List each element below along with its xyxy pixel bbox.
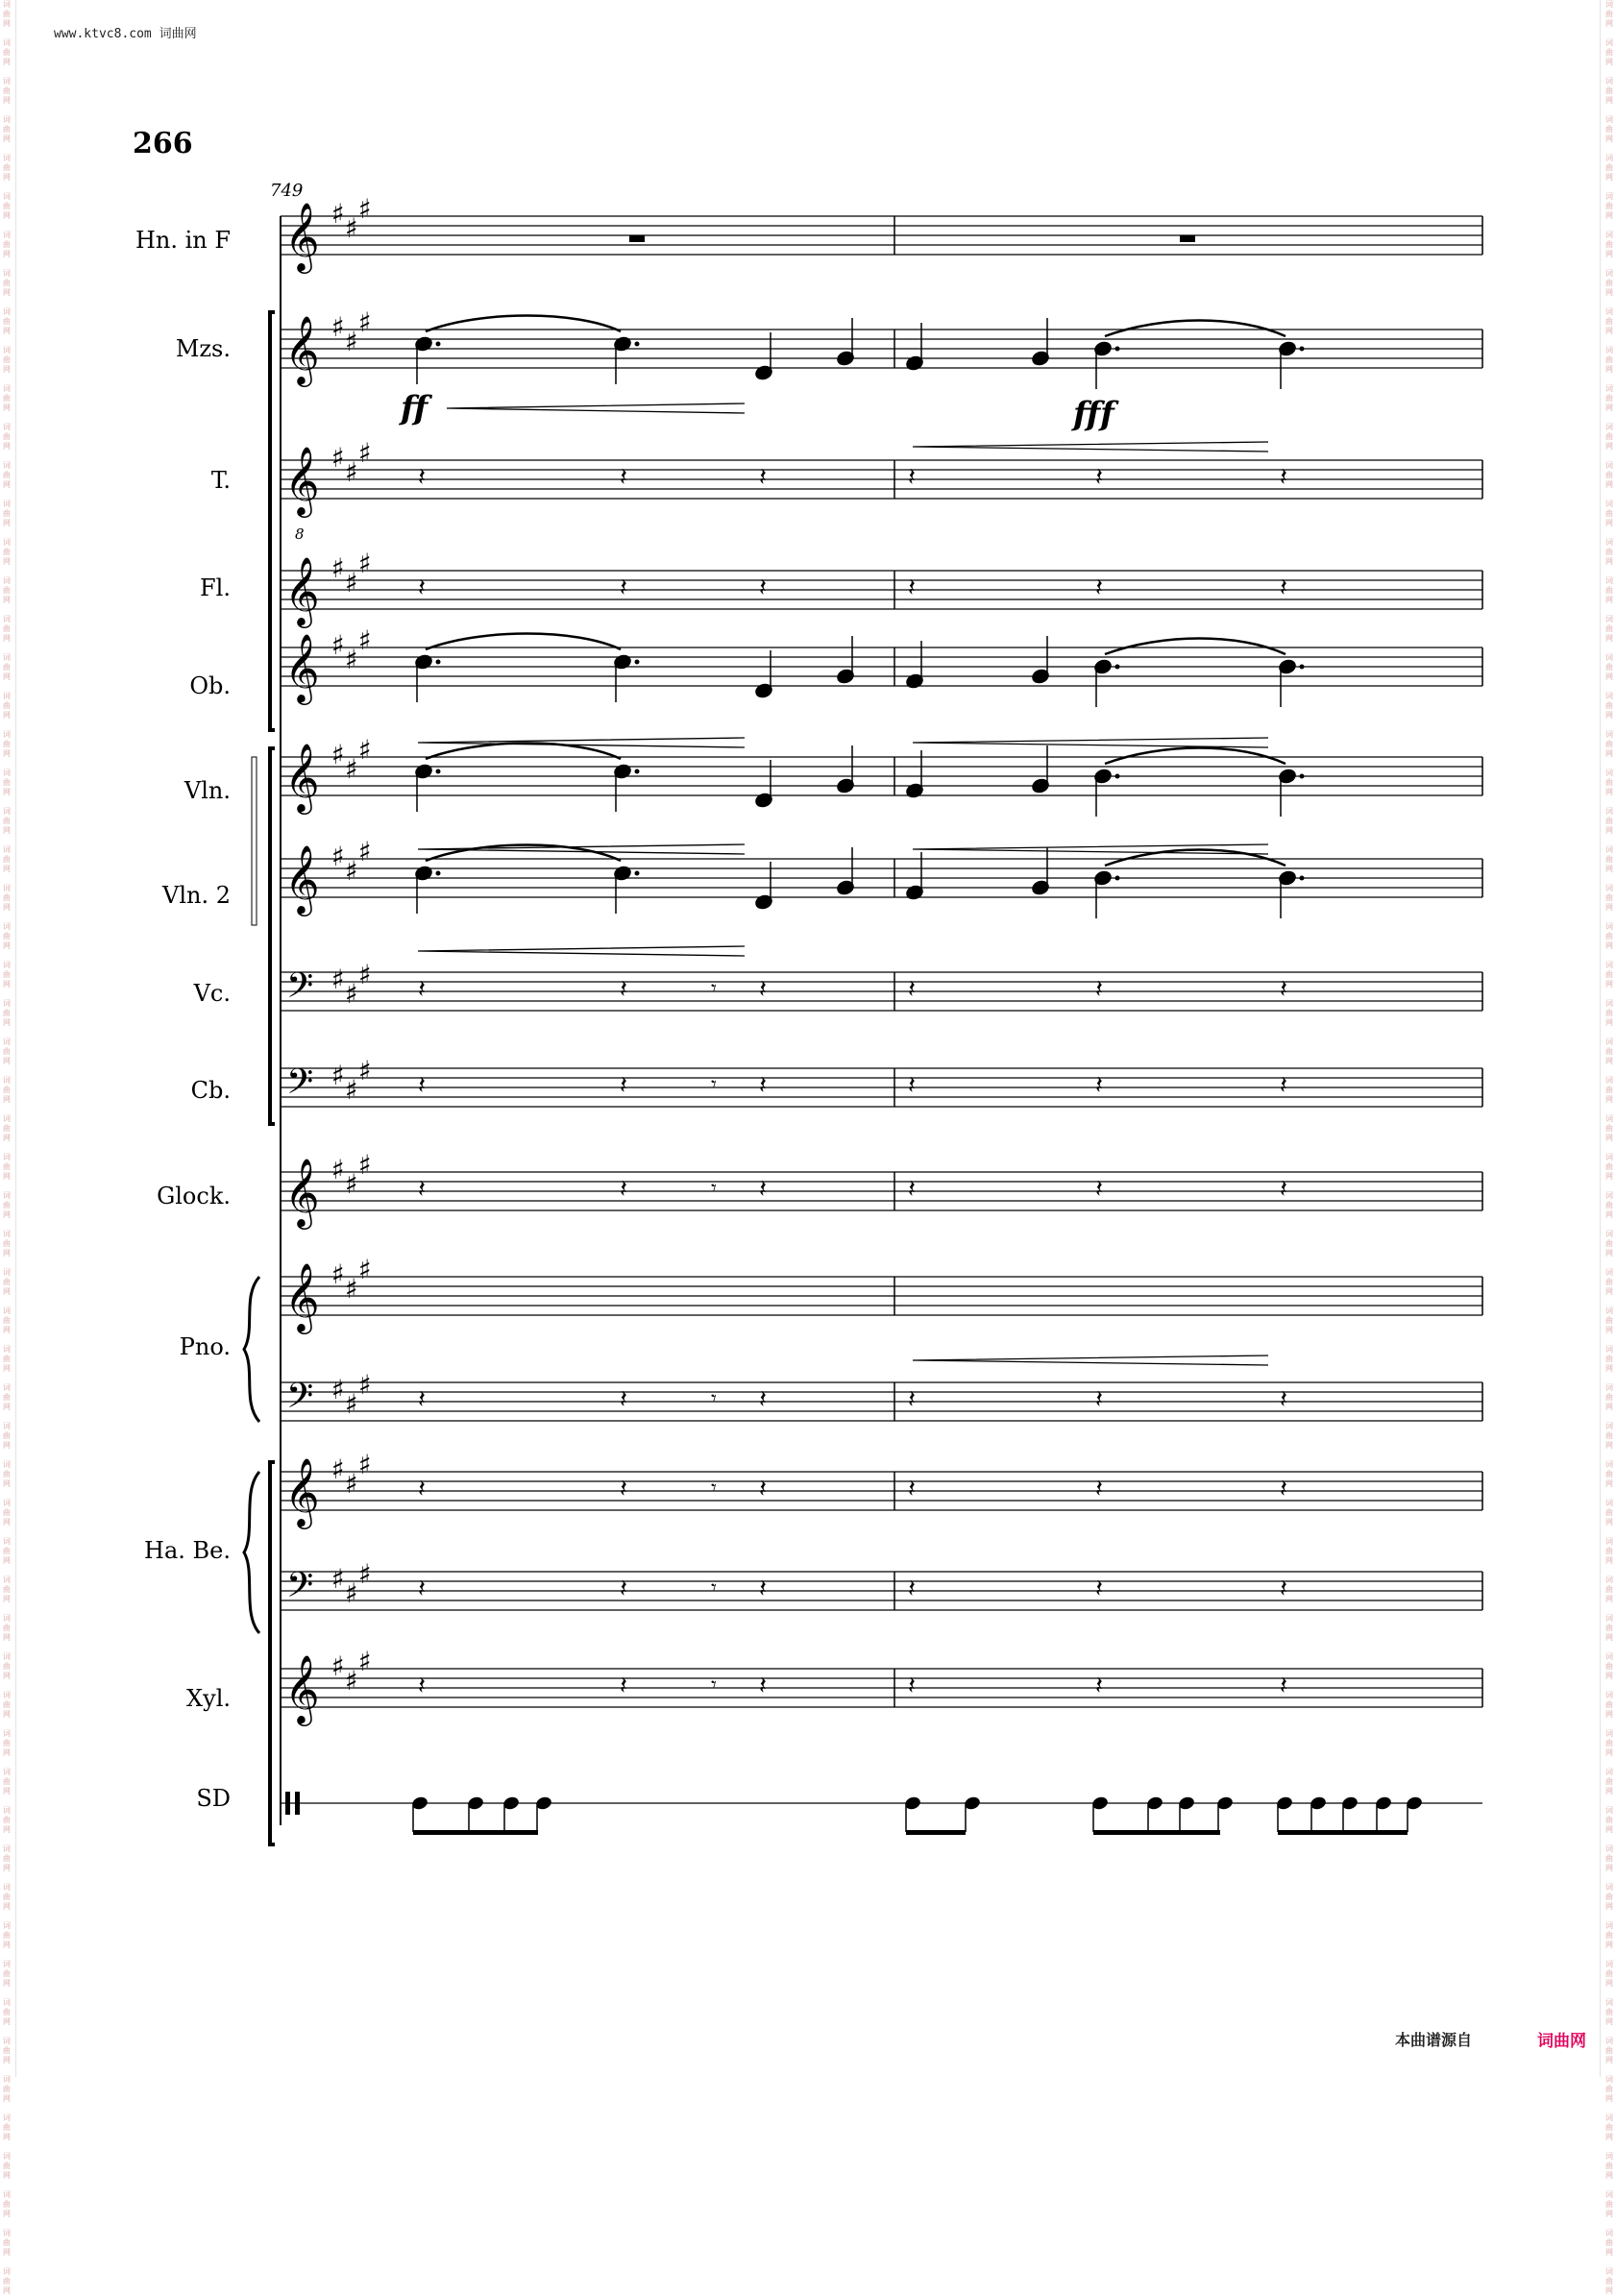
- bass-clef-icon: 𝄢: [286, 1376, 314, 1425]
- instrument-label: Vln. 2: [162, 882, 231, 909]
- treble-clef-icon: 𝄞: [284, 445, 320, 515]
- whole-rest-icon: [629, 235, 645, 242]
- quarter-rest-icon: 𝄽: [1280, 1385, 1287, 1414]
- quarter-rest-icon: 𝄽: [908, 1575, 916, 1603]
- sharp-icon: ♯: [331, 1453, 345, 1485]
- instrument-label: Fl.: [200, 574, 231, 601]
- quarter-rest-icon: 𝄽: [908, 463, 916, 492]
- quarter-rest-icon: 𝄽: [908, 1672, 916, 1700]
- sharp-icon: ♯: [358, 193, 372, 225]
- crescendo-hairpin: [913, 738, 1268, 747]
- treble-clef-icon: 𝄞: [284, 843, 320, 914]
- bass-clef-icon: 𝄢: [286, 1565, 314, 1614]
- quarter-rest-icon: 𝄽: [1280, 1071, 1287, 1100]
- instrument-label: Vc.: [193, 980, 231, 1007]
- sharp-icon: ♯: [331, 964, 345, 995]
- eighth-rest-icon: 𝄾: [711, 1387, 717, 1411]
- sharp-icon: ♯: [331, 1650, 345, 1682]
- staff-contrabass: [281, 1055, 1482, 1111]
- dot: [1115, 876, 1120, 881]
- sharp-icon: ♯: [358, 548, 372, 579]
- dot: [436, 769, 441, 774]
- whole-rest-icon: [1180, 235, 1195, 242]
- melody-oboe: [414, 634, 1304, 708]
- quarter-rest-icon: 𝄽: [1095, 1475, 1103, 1503]
- sharp-icon: ♯: [345, 978, 358, 1010]
- melody-mezzo: [414, 316, 1304, 390]
- crescendo-hairpin: [913, 1356, 1268, 1365]
- sharp-icon: ♯: [331, 739, 345, 770]
- sharp-icon: ♯: [358, 1449, 372, 1480]
- eighth-rest-icon: 𝄾: [711, 977, 717, 1001]
- snare-rhythm: [410, 1795, 1423, 1835]
- sharp-icon: ♯: [331, 198, 345, 230]
- quarter-rest-icon: 𝄽: [1280, 1672, 1287, 1700]
- eighth-rest-icon: 𝄾: [711, 1576, 717, 1600]
- staff-handbells_upper: [281, 1449, 1482, 1529]
- sharp-icon: ♯: [358, 836, 372, 867]
- quarter-rest-icon: 𝄽: [908, 1071, 916, 1100]
- quarter-rest-icon: 𝄽: [759, 1575, 767, 1603]
- quarter-rest-icon: 𝄽: [620, 1071, 627, 1100]
- eighth-rest-icon: 𝄾: [711, 1177, 717, 1201]
- sharp-icon: ♯: [331, 552, 345, 584]
- melody-violin1: [414, 744, 1304, 818]
- treble-clef-icon: 𝄞: [284, 201, 320, 271]
- quarter-rest-icon: 𝄽: [620, 1575, 627, 1603]
- staff-xylophone: [281, 1646, 1482, 1726]
- sharp-icon: ♯: [331, 311, 345, 343]
- right-watermark-strip: 词 曲 网 词 曲 网 词 曲 网 词 曲 网 词 曲 网 词 曲 网 词 曲 网 词 曲 网 词 曲 网 词 曲 网 词 曲 网 词 曲 网 词 曲 网 词 曲 网 词 曲 网 词 曲 网 词 曲 网 词 曲 网 词 曲 网 词 曲 网 词 曲 网 词 曲 网 词 曲 网 词 曲 网 词 曲 网 词 曲 网 词 曲 网 词 曲 网 词 曲 网 词 曲 网 词 曲 网 词 曲 网 词 曲 网 词 曲 网 词 曲 网 词 曲 网 词 曲 网 词 曲 网 词 曲 网 词 曲 网 词 曲 网 词 曲 网 词 曲 网 词 曲 网 词 曲 网 词 曲 网 词 曲 网 词 曲 网 词 曲 网 词 曲 网 词 曲 网 词 曲 网 词 曲 网 词 曲 网 词 曲 网 词 曲 网 词 曲 网 词 曲 网 词 曲 网 词 曲 网: [1605, 0, 1613, 2295]
- quarter-rest-icon: 𝄽: [908, 975, 916, 1004]
- tie: [1105, 321, 1285, 337]
- sharp-icon: ♯: [331, 1563, 345, 1595]
- sharp-icon: ♯: [331, 1374, 345, 1405]
- quarter-rest-icon: 𝄽: [1095, 574, 1103, 602]
- quarter-rest-icon: 𝄽: [759, 1175, 767, 1204]
- dot: [1300, 876, 1305, 881]
- measure-number: 749: [270, 181, 304, 201]
- quarter-rest-icon: 𝄽: [620, 1385, 627, 1414]
- beam: [413, 1830, 538, 1835]
- instrument-label: Vln.: [184, 777, 231, 804]
- sharp-icon: ♯: [345, 1168, 358, 1200]
- sharp-icon: ♯: [345, 1074, 358, 1106]
- sharp-icon: ♯: [331, 1154, 345, 1185]
- footer-brand[interactable]: 词曲网: [1537, 2032, 1586, 2051]
- instrument-label: Cb.: [190, 1077, 231, 1104]
- sharp-icon: ♯: [331, 841, 345, 872]
- bracket-strings: [270, 748, 275, 1124]
- crescendo-hairpin: [418, 946, 745, 956]
- sharp-icon: ♯: [345, 753, 358, 785]
- page-number: 266: [133, 127, 193, 160]
- dot: [436, 871, 441, 876]
- quarter-rest-icon: 𝄽: [620, 1475, 627, 1503]
- staff-horn: [281, 193, 1482, 274]
- instrument-label: Ob.: [189, 672, 231, 699]
- site-url[interactable]: www.ktvc8.com 词曲网: [54, 27, 197, 41]
- instrument-label: Hn. in F: [135, 227, 231, 254]
- instrument-label: Xyl.: [186, 1685, 231, 1712]
- treble-clef-icon: 𝄞: [284, 632, 320, 702]
- staff-flute: [281, 548, 1482, 628]
- staff-piano_lh: [281, 1369, 1482, 1425]
- sharp-icon: ♯: [345, 1273, 358, 1305]
- treble-clef-icon: 𝄞: [284, 314, 320, 384]
- quarter-rest-icon: 𝄽: [759, 463, 767, 492]
- quarter-rest-icon: 𝄽: [418, 1175, 426, 1204]
- quarter-rest-icon: 𝄽: [1280, 975, 1287, 1004]
- dot: [635, 871, 640, 876]
- instrument-label: Mzs.: [175, 335, 231, 362]
- sharp-icon: ♯: [345, 326, 358, 357]
- treble-clef-icon: 𝄞: [284, 1456, 320, 1527]
- dot: [635, 342, 640, 347]
- quarter-rest-icon: 𝄽: [759, 1385, 767, 1414]
- bass-clef-icon: 𝄢: [286, 965, 314, 1014]
- sharp-icon: ♯: [345, 567, 358, 598]
- beam: [906, 1830, 966, 1835]
- sharp-icon: ♯: [331, 629, 345, 661]
- crescendo-hairpin: [447, 403, 745, 413]
- tie: [1105, 639, 1285, 655]
- sharp-icon: ♯: [358, 959, 372, 990]
- melody-violin2: [414, 845, 1304, 919]
- sharp-icon: ♯: [331, 1258, 345, 1290]
- dot: [635, 769, 640, 774]
- sharp-icon: ♯: [345, 644, 358, 675]
- quarter-rest-icon: 𝄽: [1095, 1672, 1103, 1700]
- eighth-rest-icon: 𝄾: [711, 1073, 717, 1097]
- sharp-icon: ♯: [345, 1468, 358, 1500]
- quarter-rest-icon: 𝄽: [759, 1672, 767, 1700]
- quarter-rest-icon: 𝄽: [418, 1071, 426, 1100]
- quarter-rest-icon: 𝄽: [1280, 1175, 1287, 1204]
- beam: [1093, 1830, 1220, 1835]
- instrument-label: Glock.: [157, 1183, 231, 1209]
- quarter-rest-icon: 𝄽: [908, 574, 916, 602]
- treble-clef-icon: 𝄞: [284, 1261, 320, 1331]
- sharp-icon: ♯: [331, 1060, 345, 1091]
- treble-clef-icon: 𝄞: [284, 742, 320, 812]
- treble-clef-icon: 𝄞: [284, 1157, 320, 1227]
- violin-bracket: [252, 757, 257, 925]
- quarter-rest-icon: 𝄽: [1095, 1385, 1103, 1414]
- dot: [1115, 665, 1120, 670]
- dot: [1300, 347, 1305, 352]
- octave-mark: 8: [295, 525, 305, 543]
- quarter-rest-icon: 𝄽: [418, 1575, 426, 1603]
- dynamic-ff: ff: [401, 389, 428, 427]
- sharp-icon: ♯: [331, 442, 345, 474]
- quarter-rest-icon: 𝄽: [418, 975, 426, 1004]
- staff-snare: [281, 1792, 1482, 1815]
- bass-clef-icon: 𝄢: [286, 1062, 314, 1111]
- sharp-icon: ♯: [358, 734, 372, 766]
- quarter-rest-icon: 𝄽: [418, 574, 426, 602]
- sharp-icon: ♯: [345, 212, 358, 244]
- brace-handbells: [244, 1472, 259, 1633]
- eighth-rest-icon: 𝄾: [711, 1673, 717, 1698]
- crescendo-hairpin: [418, 738, 745, 747]
- quarter-rest-icon: 𝄽: [1280, 1475, 1287, 1503]
- instrument-label: SD: [196, 1785, 231, 1812]
- dot: [1115, 347, 1120, 352]
- quarter-rest-icon: 𝄽: [759, 975, 767, 1004]
- dot: [436, 660, 441, 665]
- quarter-rest-icon: 𝄽: [418, 1475, 426, 1503]
- sharp-icon: ♯: [345, 1665, 358, 1697]
- dot: [635, 660, 640, 665]
- treble-clef-icon: 𝄞: [284, 1653, 320, 1723]
- dynamic-fff: fff: [1073, 395, 1114, 433]
- dot: [1300, 665, 1305, 670]
- quarter-rest-icon: 𝄽: [620, 975, 627, 1004]
- dot: [1300, 774, 1305, 779]
- instrument-label: Pno.: [179, 1333, 231, 1360]
- quarter-rest-icon: 𝄽: [418, 1385, 426, 1414]
- sharp-icon: ♯: [358, 1055, 372, 1087]
- quarter-rest-icon: 𝄽: [1280, 574, 1287, 602]
- bracket-vocal-woodwind: [270, 312, 275, 730]
- instrument-label: T.: [210, 467, 231, 494]
- sharp-icon: ♯: [345, 1388, 358, 1420]
- quarter-rest-icon: 𝄽: [418, 1672, 426, 1700]
- footer-source-text: 本曲谱源自: [1395, 2031, 1473, 2049]
- quarter-rest-icon: 𝄽: [1095, 975, 1103, 1004]
- quarter-rest-icon: 𝄽: [620, 574, 627, 602]
- sharp-icon: ♯: [358, 1149, 372, 1181]
- sharp-icon: ♯: [358, 624, 372, 656]
- treble-clef-icon: 𝄞: [284, 555, 320, 625]
- quarter-rest-icon: 𝄽: [1280, 1575, 1287, 1603]
- staff-glockenspiel: [281, 1149, 1482, 1230]
- quarter-rest-icon: 𝄽: [1280, 463, 1287, 492]
- quarter-rest-icon: 𝄽: [1095, 463, 1103, 492]
- percussion-clef-icon: [295, 1792, 300, 1815]
- sharp-icon: ♯: [358, 1369, 372, 1401]
- staff-piano_rh: [281, 1254, 1482, 1334]
- staff-cello: [281, 959, 1482, 1014]
- dot: [1115, 774, 1120, 779]
- eighth-rest-icon: 𝄾: [711, 1477, 717, 1501]
- brace-piano: [244, 1277, 259, 1422]
- quarter-rest-icon: 𝄽: [620, 1672, 627, 1700]
- percussion-clef-icon: [285, 1792, 290, 1815]
- sharp-icon: ♯: [358, 306, 372, 338]
- quarter-rest-icon: 𝄽: [1095, 1175, 1103, 1204]
- crescendo-hairpin: [913, 442, 1268, 452]
- staff-handbells_lower: [281, 1558, 1482, 1614]
- sharp-icon: ♯: [358, 437, 372, 469]
- bracket-percussion: [270, 1462, 275, 1844]
- quarter-rest-icon: 𝄽: [418, 463, 426, 492]
- quarter-rest-icon: 𝄽: [759, 574, 767, 602]
- sharp-icon: ♯: [358, 1254, 372, 1285]
- beam: [1278, 1830, 1408, 1835]
- quarter-rest-icon: 𝄽: [908, 1175, 916, 1204]
- quarter-rest-icon: 𝄽: [908, 1475, 916, 1503]
- quarter-rest-icon: 𝄽: [1095, 1575, 1103, 1603]
- quarter-rest-icon: 𝄽: [759, 1071, 767, 1100]
- quarter-rest-icon: 𝄽: [620, 463, 627, 492]
- sharp-icon: ♯: [358, 1558, 372, 1590]
- instrument-label: Ha. Be.: [144, 1537, 231, 1564]
- sharp-icon: ♯: [345, 1577, 358, 1609]
- left-watermark-strip: 词 曲 网 词 曲 网 词 曲 网 词 曲 网 词 曲 网 词 曲 网 词 曲 网 词 曲 网 词 曲 网 词 曲 网 词 曲 网 词 曲 网 词 曲 网 词 曲 网 词 曲 网 词 曲 网 词 曲 网 词 曲 网 词 曲 网 词 曲 网 词 曲 网 词 曲 网 词 曲 网 词 曲 网 词 曲 网 词 曲 网 词 曲 网 词 曲 网 词 曲 网 词 曲 网 词 曲 网 词 曲 网 词 曲 网 词 曲 网 词 曲 网 词 曲 网 词 曲 网 词 曲 网 词 曲 网 词 曲 网 词 曲 网 词 曲 网 词 曲 网 词 曲 网 词 曲 网 词 曲 网 词 曲 网 词 曲 网 词 曲 网 词 曲 网 词 曲 网 词 曲 网 词 曲 网 词 曲 网 词 曲 网 词 曲 网 词 曲 网 词 曲 网 词 曲 网 词 曲 网: [3, 0, 11, 2295]
- staff-tenor: [281, 437, 1482, 543]
- sharp-icon: ♯: [358, 1646, 372, 1677]
- quarter-rest-icon: 𝄽: [1095, 1071, 1103, 1100]
- quarter-rest-icon: 𝄽: [620, 1175, 627, 1204]
- sharp-icon: ♯: [345, 456, 358, 488]
- quarter-rest-icon: 𝄽: [759, 1475, 767, 1503]
- sharp-icon: ♯: [345, 855, 358, 887]
- quarter-rest-icon: 𝄽: [908, 1385, 916, 1414]
- tie: [1105, 748, 1285, 765]
- dot: [436, 342, 441, 347]
